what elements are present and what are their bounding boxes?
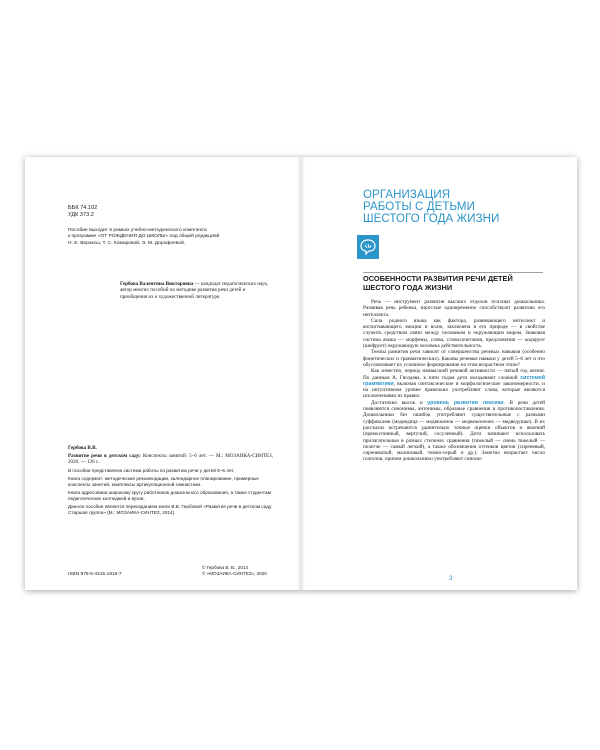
paragraph: Темпы развития речи зависят от совершенства речевых навыков (особенно фонетических и грамматических). Каковы речевые навыки у детей 5–6 лет и что обусловливает их успешное формирование на этом возрастном этапе? xyxy=(363,349,545,368)
isbn: ISBN 978-5-4315-1815-7 xyxy=(68,572,122,577)
section-title xyxy=(363,275,543,292)
paragraph: Речь — инструмент развития высших отделов психики дошкольника. Развивая речь ребенка, взрослые одновременно способствуют развитию его интеллекта. xyxy=(363,299,545,318)
chapter-title-line: РАБОТЫ С ДЕТЬМИ xyxy=(363,200,475,213)
copyright-publisher: © «МОЗАИКА-СИНТЕЗ», 2020 xyxy=(202,571,267,577)
chapter-title-line: ОРГАНИЗАЦИЯ xyxy=(363,189,451,201)
bibliographic-record xyxy=(68,445,273,518)
biblio-title: Развитие речи в детском саду: xyxy=(68,453,141,460)
highlight-lexicon: уровень развития лексики xyxy=(427,399,504,406)
udk-code: УДК 373.2 xyxy=(68,212,94,219)
paragraph-text: , включая синтаксические и морфологические закономерности, и на интуитивном уровне правильно употребляют слова, которые являются исключениями из правил. xyxy=(363,380,545,400)
speech-bubble-icon xyxy=(357,235,379,259)
book-spread xyxy=(25,157,577,590)
biblio-details: Конспекты занятий: 5–6 лет. — М.: МОЗАИКА-СИНТЕЗ, 2020. — 136 с. xyxy=(68,453,274,466)
paragraph-text: Достаточно высок и xyxy=(371,399,428,406)
right-page xyxy=(301,157,577,590)
summary-text: Данное пособие является переизданием книги В.В. Гербовой «Развитие речи в детском саду. Старшая группа» (М.: МОЗАИКА-СИНТЕЗ, 2014). xyxy=(68,503,273,515)
paragraph-text: . В речи детей появляются синонимы, антонимы, образные сравнения и противопоставления. Дошкольники без ошибок употребляют существительные с разными суффиксами (медведица — медвежонок — медвежоночек — медведушко). В их рассказах встречаются удивительно точные оценки объектов и явлений (прямоспинный, вертучий, сосулечный). Дети начинают использовать прилагательные в разных степенях сравнения (тяжелый — очень тяжелый — полегче — самый легкий), а также обозначения оттенков цветов (сиреневый, сиреневатый, малиновый, темно-серый и др.). Заметно возрастает число глаголов, причем дошкольники употребляют синони- xyxy=(363,399,545,463)
copyright-author: © Гербова В. В., 2014 xyxy=(202,565,249,570)
author-description: — кандидат педагогических наук, автор многих пособий по методике развития речи детей и приобщения их к художественной литературе. xyxy=(120,281,269,300)
series-note-line: к программе «ОТ РОЖДЕНИЯ ДО ШКОЛЫ» под общей редакцией xyxy=(68,234,220,240)
section-divider xyxy=(363,272,543,273)
highlight-grammar: системой грамматики xyxy=(363,374,545,387)
series-note-line: Пособие выходит в рамках учебно-методического комплекта xyxy=(68,228,207,233)
body-text xyxy=(363,299,545,463)
section-title-line: ОСОБЕННОСТИ РАЗВИТИЯ РЕЧИ ДЕТЕЙ xyxy=(363,274,513,283)
classification-codes xyxy=(68,205,97,220)
copyright xyxy=(202,565,267,577)
chapter-title-line: ШЕСТОГО ГОДА ЖИЗНИ xyxy=(363,212,500,225)
paragraph-text: Как известно, период наивысшей речевой активности — пятый год жизни. По данным А. Гвоздева, к пяти годам дети овладевают сложной xyxy=(363,368,545,381)
paragraph xyxy=(363,400,545,463)
summary-text: Книга содержит: методические рекомендации, календарное планирование, примерные конспекты занятий, комплексы артикуляционной гимнастики. xyxy=(68,475,259,487)
biblio-author: Гербова В.В. xyxy=(68,445,97,451)
summary-text: Книга адресована широкому кругу работников дошкольного образования, а также студентам педагогических колледжей и вузов. xyxy=(68,489,271,501)
chapter-badge xyxy=(357,235,379,259)
page-number: 3 xyxy=(449,576,453,582)
author-name: Гербова Валентина Викторовна xyxy=(120,281,194,287)
author-note xyxy=(120,281,272,300)
book-gutter xyxy=(297,157,305,590)
paragraph xyxy=(363,368,545,399)
series-note-line: Н. Е. Вераксы, Т. С. Комаровой, Э. М. Дорофеевой. xyxy=(68,240,186,246)
bbk-code: ББК 74.102 xyxy=(68,205,98,211)
paragraph: Сила родного языка как фактора, развивающего интеллект и воспитывающего эмоции и волю, заключена в его природе — в свойстве служить средством связи между человеком и окружающим миром. Знаковая система языка — морфемы, слова, словосочетания, предложения — кодирует (шифрует) окружающую человека действительность. xyxy=(363,317,545,350)
section-title-line: ШЕСТОГО ГОДА ЖИЗНИ xyxy=(363,282,453,292)
series-note xyxy=(68,228,268,247)
left-page xyxy=(25,157,301,590)
chapter-title xyxy=(363,190,538,225)
summary-text: В пособии представлена система работы по развитию речи у детей 5–6 лет. xyxy=(68,467,235,473)
